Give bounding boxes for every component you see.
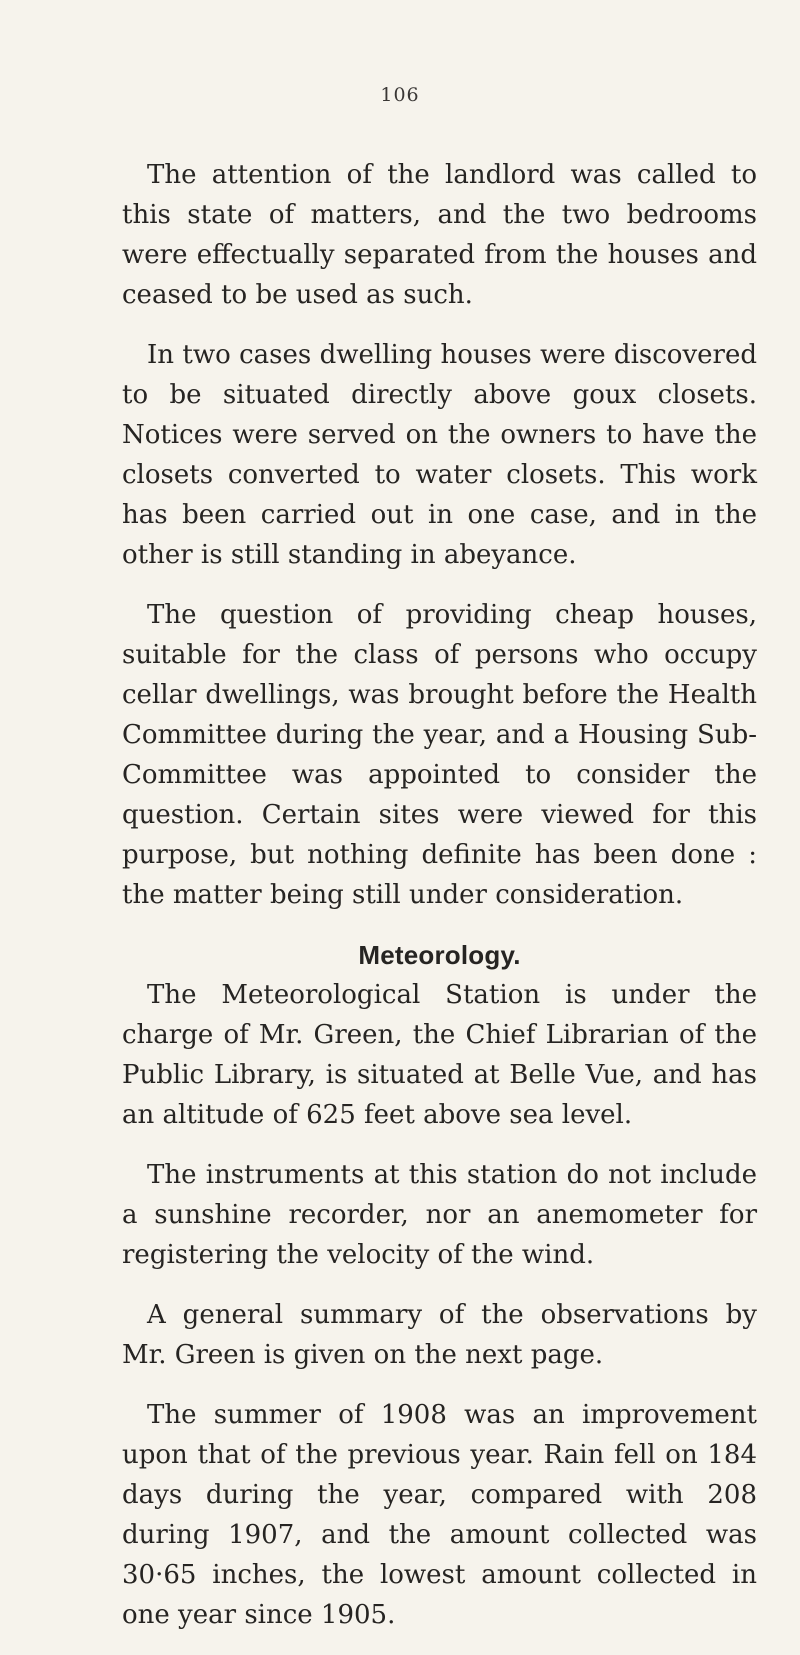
paragraph-general-summary: A general summary of the observations by Mr. Green is given on the next page. — [122, 1300, 757, 1370]
section-heading-meteorology: Meteorology. — [358, 940, 521, 970]
paragraph-cheap-houses: The question of providing cheap houses, suitable for the class of persons who occupy cellar dwellings, was brought before the Health Committee during the year, and a Housing Sub-Committee was appointed to consider the question. Certain sites were viewed for this purpose, but nothing definite has been done : the matter being still under consideration. — [122, 600, 757, 910]
paragraph-summer-1908: The summer of 1908 was an improvement upon that of the previous year. Rain fell on 184 days during the year, compared with 208 during 1907, and the amount collected was 30·65 inches, the lowest amount collected in one year since 1905. — [122, 1400, 757, 1630]
page-number: 106 — [380, 84, 420, 106]
paragraph-goux-closets: In two cases dwelling houses were discovered to be situated directly above goux closets. Notices were served on the owners to have the closets converted to water closets. This work has been carried out in one case, and in the other is still standing in abeyance. — [122, 340, 757, 570]
page-body — [122, 155, 757, 1655]
paragraph-landlord: The attention of the landlord was called to this state of matters, and the two bedrooms were effectually separated from the houses and ceased to be used as such. — [122, 160, 757, 310]
paragraph-meteorological-station: The Meteorological Station is under the charge of Mr. Green, the Chief Librarian of the Public Library, is situated at Belle Vue, and has an altitude of 625 feet above sea level. — [122, 980, 757, 1130]
paragraph-instruments: The instruments at this station do not include a sunshine recorder, nor an anemometer for registering the velocity of the wind. — [122, 1160, 757, 1270]
